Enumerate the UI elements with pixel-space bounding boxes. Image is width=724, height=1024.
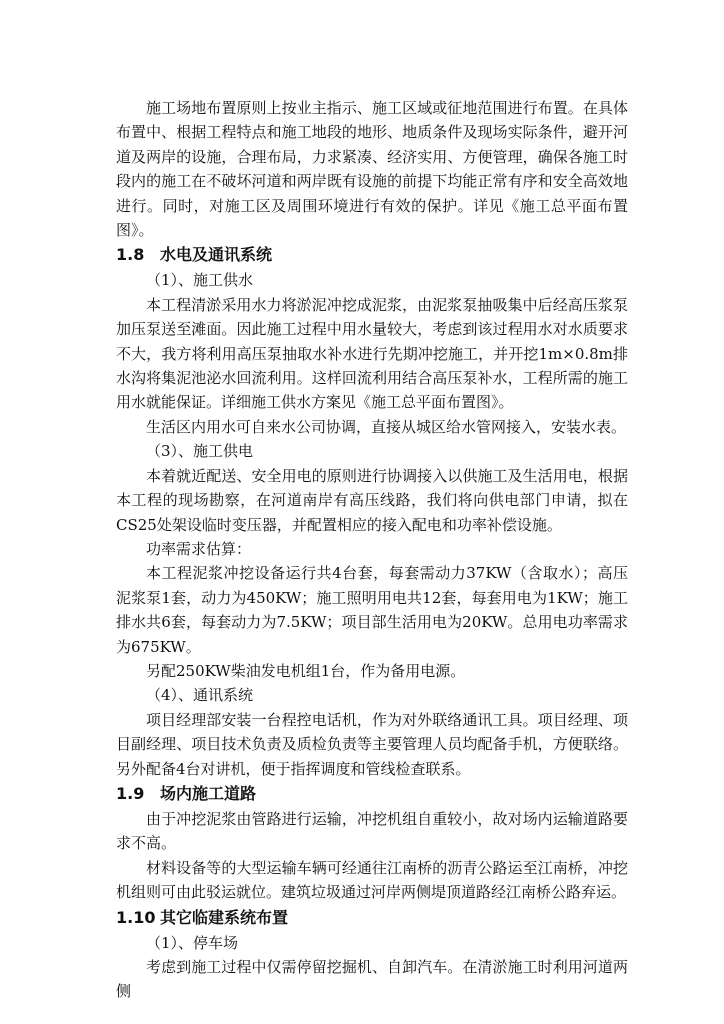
power-supply-paragraph: 本着就近配送、安全用电的原则进行协调接入以供施工及生活用电，根据本工程的现场勘察，在河道南岸有高压线路，我们将向供电部门申请，拟在CS25处架设临时变压器，并配置相应的接入配电和功率补偿设施。 bbox=[116, 466, 628, 534]
backup-generator-paragraph: 另配250KW柴油发电机组1台，作为备用电源。 bbox=[146, 661, 466, 680]
power-estimate-label: 功率需求估算： bbox=[146, 539, 252, 558]
water-supply-paragraph: 本工程清淤采用水力将淤泥冲挖成泥浆，由泥浆泵抽吸集中后经高压浆泵加压泵送至滩面。因此施工过程中用水量较大，考虑到该过程用水对水质要求不大，我方将利用高压泵抽取水补水进行先期冲挖施工，并开挖1m×0.8m排水沟将集泥池泌水回流利用。这样回流利用结合高压泵补水，工程所需的施工用水就能保证。详细施工供水方案见《施工总平面布置图》。 bbox=[116, 295, 628, 412]
document-page bbox=[116, 96, 628, 1004]
parking-paragraph: 考虑到施工过程中仅需停留挖掘机、自卸汽车。在清淤施工时利用河道两侧 bbox=[116, 958, 628, 1001]
intro-paragraph: 施工场地布置原则上按业主指示、施工区域或征地范围进行布置。在具体布置中、根据工程特点和施工地段的地形、地质条件及现场实际条件，避开河道及两岸的设施，合理布局，力求紧凑、经济实用、方便管理，确保各施工时段内的施工在不破坏河道和两岸既有设施的前提下均能正常有序和安全高效地进行。同时，对施工区及周围环境进行有效的保护。详见《施工总平面布置图》。 bbox=[116, 99, 628, 240]
water-supply-heading: （1）、施工供水 bbox=[146, 271, 254, 290]
section-number: 1.10 bbox=[116, 907, 156, 927]
power-estimate-paragraph: 本工程泥浆冲挖设备运行共4台套，每套需动力37KW（含取水）；高压泥浆泵1套，动力为450KW；施工照明用电共12套，每套用电为1KW；施工排水共6套，每套动力为7.5KW；项目部生活用电为20KW。总用电功率需求为675KW。 bbox=[116, 564, 628, 656]
section-heading-1-10 bbox=[116, 905, 628, 931]
section-title: 场内施工道路 bbox=[160, 783, 257, 803]
section-heading-1-9 bbox=[116, 781, 628, 807]
section-number: 1.9 bbox=[116, 783, 145, 803]
section-heading-1-8 bbox=[116, 242, 628, 268]
parking-heading: （1）、停车场 bbox=[146, 933, 239, 952]
section-number: 1.8 bbox=[116, 245, 145, 265]
power-supply-heading: （3）、施工供电 bbox=[146, 442, 254, 461]
section-title: 水电及通讯系统 bbox=[160, 245, 273, 265]
communication-paragraph: 项目经理部安装一台程控电话机，作为对外联络通讯工具。项目经理、项目副经理、项目技术负责及质检负责等主要管理人员均配备手机，方便联络。另外配备4台对讲机，便于指挥调度和管线检查联系。 bbox=[116, 710, 628, 778]
road-paragraph-1: 由于冲挖泥浆由管路进行运输，冲挖机组自重较小，故对场内运输道路要求不高。 bbox=[116, 809, 628, 853]
section-title: 其它临建系统布置 bbox=[160, 907, 289, 927]
road-paragraph-2: 材料设备等的大型运输车辆可经通往江南桥的沥青公路运至江南桥，冲挖机组则可由此驳运就位。建筑垃圾通过河岸两侧堤顶道路经江南桥公路弃运。 bbox=[116, 858, 628, 902]
communication-heading: （4）、通讯系统 bbox=[146, 686, 254, 705]
domestic-water-paragraph: 生活区内用水可自来水公司协调，直接从城区给水管网接入，安装水表。 bbox=[146, 417, 627, 436]
